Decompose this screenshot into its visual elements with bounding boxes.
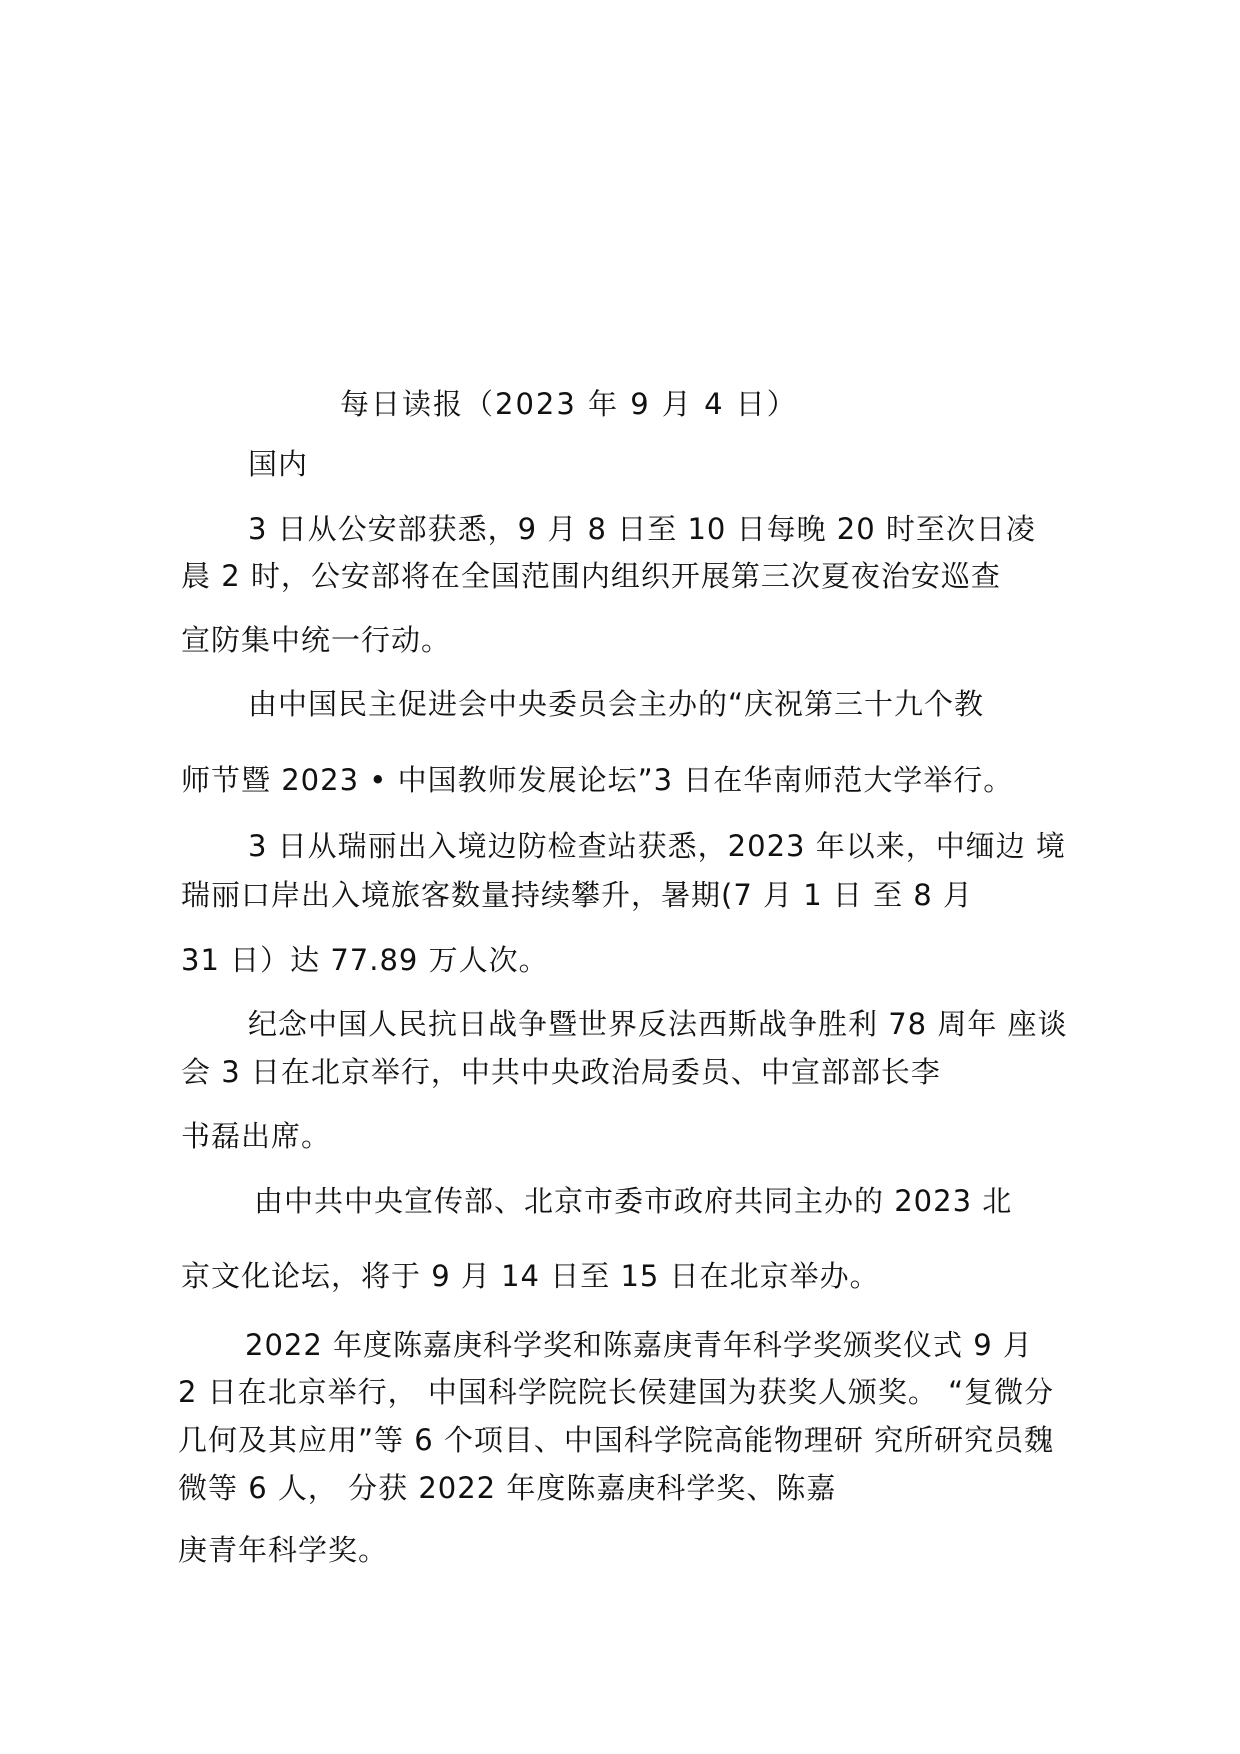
paragraph-line: 会 3 日在北京举行，中共中央政治局委员、中宣部部长李 bbox=[181, 1055, 941, 1089]
paragraph-line: 晨 2 时，公安部将在全国范围内组织开展第三次夏夜治安巡查 bbox=[181, 559, 1001, 593]
paragraph-line: 2 日在北京举行， 中国科学院院长侯建国为获奖人颁奖。 “复微分 bbox=[178, 1375, 1055, 1409]
page-title: 每日读报（2023 年 9 月 4 日） bbox=[340, 387, 798, 421]
paragraph-line: 31 日）达 77.89 万人次。 bbox=[181, 943, 549, 977]
paragraph-line: 京文化论坛，将于 9 月 14 日至 15 日在北京举办。 bbox=[181, 1259, 880, 1293]
paragraph-line: 3 日从瑞丽出入境边防检查站获悉，2023 年以来，中缅边 境 bbox=[248, 829, 1066, 863]
paragraph-line: 由中共中央宣传部、北京市委市政府共同主办的 2023 北 bbox=[254, 1184, 1013, 1218]
section-heading: 国内 bbox=[248, 447, 309, 481]
paragraph-line: 纪念中国人民抗日战争暨世界反法西斯战争胜利 78 周年 座谈 bbox=[248, 1007, 1068, 1041]
paragraph-line: 3 日从公安部获悉，9 月 8 日至 10 日每晚 20 时至次日凌 bbox=[248, 512, 1036, 546]
paragraph-line: 几何及其应用”等 6 个项目、中国科学院高能物理研 究所研究员魏 bbox=[178, 1423, 1055, 1457]
paragraph-line: 宣防集中统一行动。 bbox=[181, 623, 452, 657]
paragraph-line: 由中国民主促进会中央委员会主办的“庆祝第三十九个教 bbox=[248, 687, 985, 721]
paragraph-line: 2022 年度陈嘉庚科学奖和陈嘉庚青年科学奖颁奖仪式 9 月 bbox=[245, 1328, 1033, 1362]
paragraph-line: 书磊出席。 bbox=[181, 1119, 332, 1153]
paragraph-line: 庚青年科学奖。 bbox=[178, 1533, 389, 1567]
paragraph-line: 瑞丽口岸出入境旅客数量持续攀升，暑期(7 月 1 日 至 8 月 bbox=[181, 878, 973, 912]
paragraph-line: 微等 6 人， 分获 2022 年度陈嘉庚科学奖、陈嘉 bbox=[178, 1471, 837, 1505]
paragraph-line: 师节暨 2023 • 中国教师发展论坛”3 日在华南师范大学举行。 bbox=[181, 763, 1014, 797]
